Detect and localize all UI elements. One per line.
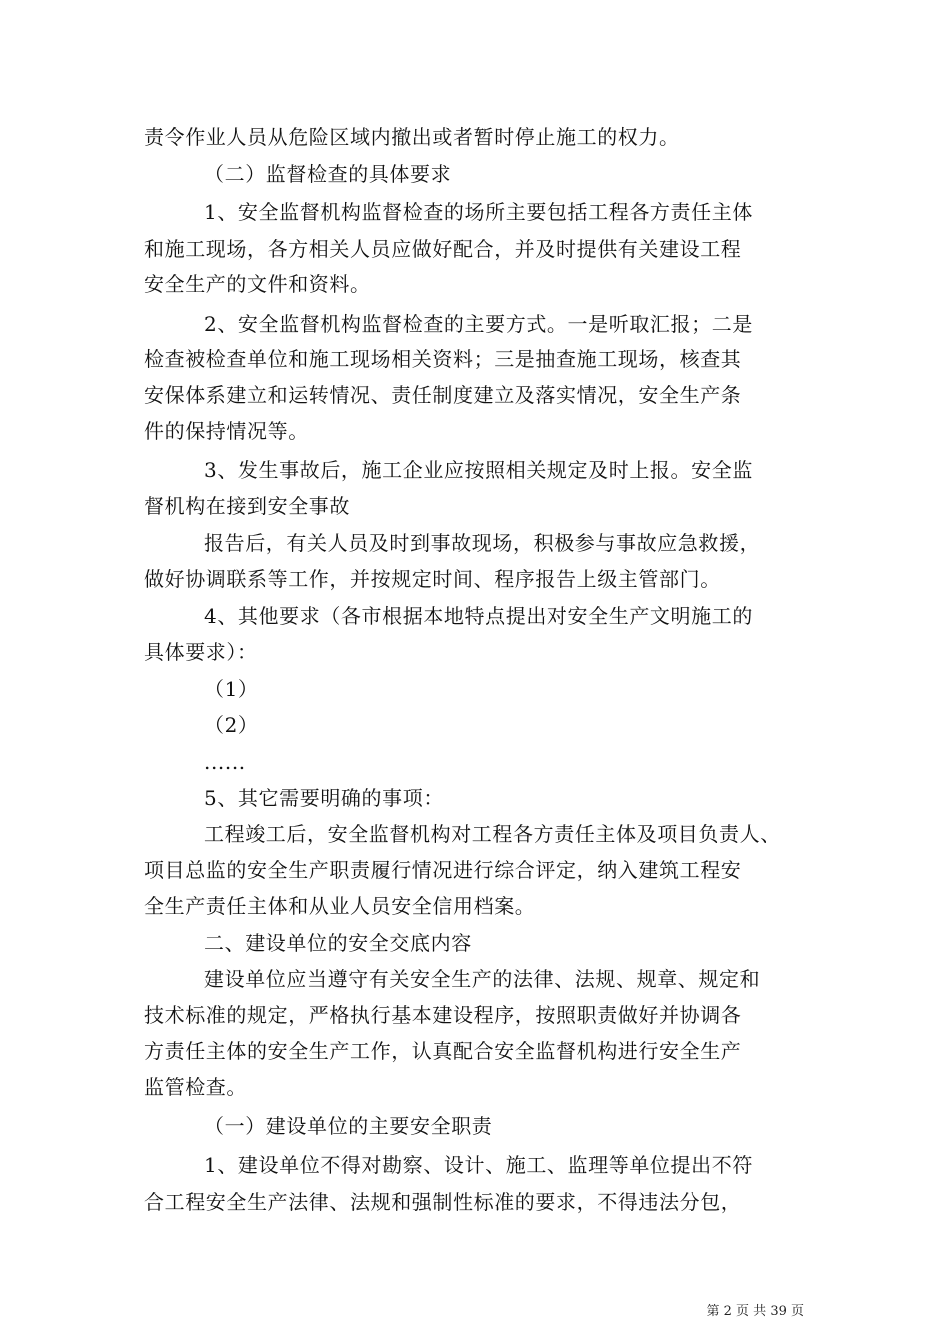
page-number-footer: 第 2 页 共 39 页: [706, 1304, 804, 1319]
text-line: 监管检查。: [144, 1075, 247, 1099]
text-line: 安保体系建立和运转情况、责任制度建立及落实情况，安全生产条: [144, 383, 742, 407]
text-line: 具体要求）：: [144, 640, 258, 664]
text-line: 报告后，有关人员及时到事故现场，积极参与事故应急救援，: [204, 531, 761, 555]
text-line: 做好协调联系等工作，并按规定时间、程序报告上级主管部门。: [144, 567, 721, 591]
text-line: 技术标准的规定，严格执行基本建设程序，按照职责做好并协调各: [144, 1003, 742, 1027]
text-line: 1、安全监督机构监督检查的场所主要包括工程各方责任主体: [204, 200, 753, 224]
text-line: 督机构在接到安全事故: [144, 494, 350, 518]
text-line: 检查被检查单位和施工现场相关资料；三是抽查施工现场，核查其: [144, 347, 742, 371]
text-line: 4、其他要求（各市根据本地特点提出对安全生产文明施工的: [204, 604, 753, 628]
text-line: 件的保持情况等。: [144, 419, 309, 443]
text-line: 项目总监的安全生产职责履行情况进行综合评定，纳入建筑工程安: [144, 858, 742, 882]
text-line: 安全生产的文件和资料。: [144, 272, 371, 296]
text-line: 2、安全监督机构监督检查的主要方式。一是听取汇报；二是: [204, 312, 753, 336]
text-line: 合工程安全生产法律、法规和强制性标准的要求，不得违法分包，: [144, 1190, 742, 1214]
text-line: 1、建设单位不得对勘察、设计、施工、监理等单位提出不符: [204, 1153, 753, 1177]
list-item-placeholder: （2）: [204, 713, 259, 737]
text-line: 工程竣工后，安全监督机构对工程各方责任主体及项目负责人、: [204, 822, 781, 846]
section-heading: 二、建设单位的安全交底内容: [204, 931, 472, 955]
list-item-placeholder: （1）: [204, 677, 259, 701]
text-line: 和施工现场，各方相关人员应做好配合，并及时提供有关建设工程: [144, 237, 742, 261]
text-line: 方责任主体的安全生产工作，认真配合安全监督机构进行安全生产: [144, 1039, 742, 1063]
text-line: 建设单位应当遵守有关安全生产的法律、法规、规章、规定和: [204, 967, 761, 991]
text-line: 3、发生事故后，施工企业应按照相关规定及时上报。安全监: [204, 458, 753, 482]
section-heading: （一）建设单位的主要安全职责: [204, 1114, 493, 1138]
ellipsis-text: ......: [204, 750, 246, 774]
text-line: 5、其它需要明确的事项：: [204, 786, 444, 810]
text-line: 全生产责任主体和从业人员安全信用档案。: [144, 894, 536, 918]
text-line: 责令作业人员从危险区域内撤出或者暂时停止施工的权力。: [144, 125, 680, 149]
section-heading: （二）监督检查的具体要求: [204, 162, 452, 186]
